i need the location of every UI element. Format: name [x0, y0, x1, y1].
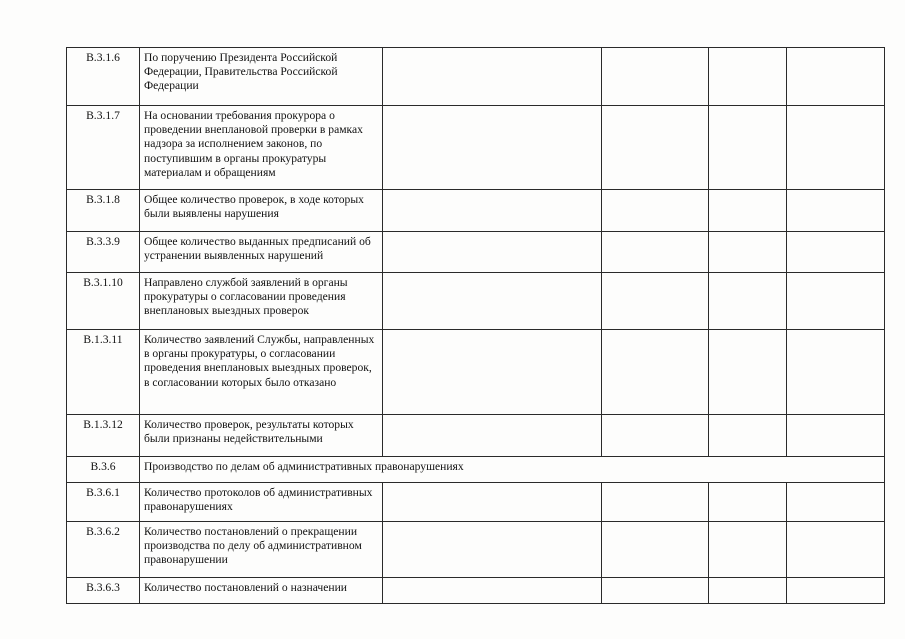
section-title: Производство по делам об административных правонарушениях [140, 457, 885, 483]
row-description: Количество постановлений о прекращении производства по делу об административном правонарушении [140, 522, 383, 578]
table-row [67, 578, 885, 604]
row-description: По поручению Президента Российской Федерации, Правительства Российской Федерации [140, 48, 383, 106]
row-description: Количество протоколов об административных правонарушениях [140, 483, 383, 522]
value-cell [602, 48, 709, 106]
value-cell [602, 415, 709, 457]
row-code: В.1.3.11 [67, 330, 140, 415]
table-row [67, 522, 885, 578]
value-cell [383, 522, 602, 578]
value-cell [787, 578, 885, 604]
value-cell [787, 106, 885, 190]
row-code: В.3.1.8 [67, 190, 140, 232]
table-row [67, 273, 885, 330]
value-cell [602, 106, 709, 190]
value-cell [709, 48, 787, 106]
value-cell [787, 232, 885, 273]
value-cell [602, 578, 709, 604]
value-cell [709, 106, 787, 190]
value-cell [787, 190, 885, 232]
value-cell [709, 415, 787, 457]
value-cell [383, 106, 602, 190]
table-row [67, 415, 885, 457]
value-cell [602, 232, 709, 273]
value-cell [383, 578, 602, 604]
row-code: В.3.6.3 [67, 578, 140, 604]
value-cell [787, 415, 885, 457]
value-cell [787, 522, 885, 578]
value-cell [383, 273, 602, 330]
value-cell [709, 232, 787, 273]
table-row [67, 232, 885, 273]
row-description: Направлено службой заявлений в органы прокуратуры о согласовании проведения внеплановых выездных проверок [140, 273, 383, 330]
report-table [66, 47, 885, 604]
table-row [67, 483, 885, 522]
section-row [67, 457, 885, 483]
row-description: Общее количество выданных предписаний об устранении выявленных нарушений [140, 232, 383, 273]
value-cell [787, 273, 885, 330]
row-description: На основании требования прокурора о проведении внеплановой проверки в рамках надзора за исполнением законов, по поступившим в органы прокуратуры материалам и обращениям [140, 106, 383, 190]
section-code: В.3.6 [67, 457, 140, 483]
value-cell [602, 330, 709, 415]
table-row [67, 48, 885, 106]
row-code: В.3.3.9 [67, 232, 140, 273]
row-code: В.3.1.7 [67, 106, 140, 190]
value-cell [602, 273, 709, 330]
row-code: В.3.1.6 [67, 48, 140, 106]
value-cell [602, 483, 709, 522]
table-row [67, 190, 885, 232]
value-cell [787, 48, 885, 106]
value-cell [383, 415, 602, 457]
value-cell [383, 330, 602, 415]
value-cell [383, 232, 602, 273]
row-code: В.3.6.2 [67, 522, 140, 578]
value-cell [787, 330, 885, 415]
value-cell [602, 522, 709, 578]
row-description: Количество проверок, результаты которых были признаны недействительными [140, 415, 383, 457]
row-description: Количество заявлений Службы, направленных в органы прокуратуры, о согласовании проведения внеплановых выездных проверок, в согласовании которых было отказано [140, 330, 383, 415]
table-row [67, 106, 885, 190]
value-cell [709, 578, 787, 604]
value-cell [602, 190, 709, 232]
value-cell [709, 273, 787, 330]
value-cell [787, 483, 885, 522]
row-code: В.1.3.12 [67, 415, 140, 457]
value-cell [709, 330, 787, 415]
table-row [67, 330, 885, 415]
row-code: В.3.1.10 [67, 273, 140, 330]
value-cell [709, 483, 787, 522]
row-description: Количество постановлений о назначении [140, 578, 383, 604]
value-cell [709, 190, 787, 232]
value-cell [709, 522, 787, 578]
value-cell [383, 48, 602, 106]
row-code: В.3.6.1 [67, 483, 140, 522]
value-cell [383, 483, 602, 522]
row-description: Общее количество проверок, в ходе которых были выявлены нарушения [140, 190, 383, 232]
value-cell [383, 190, 602, 232]
